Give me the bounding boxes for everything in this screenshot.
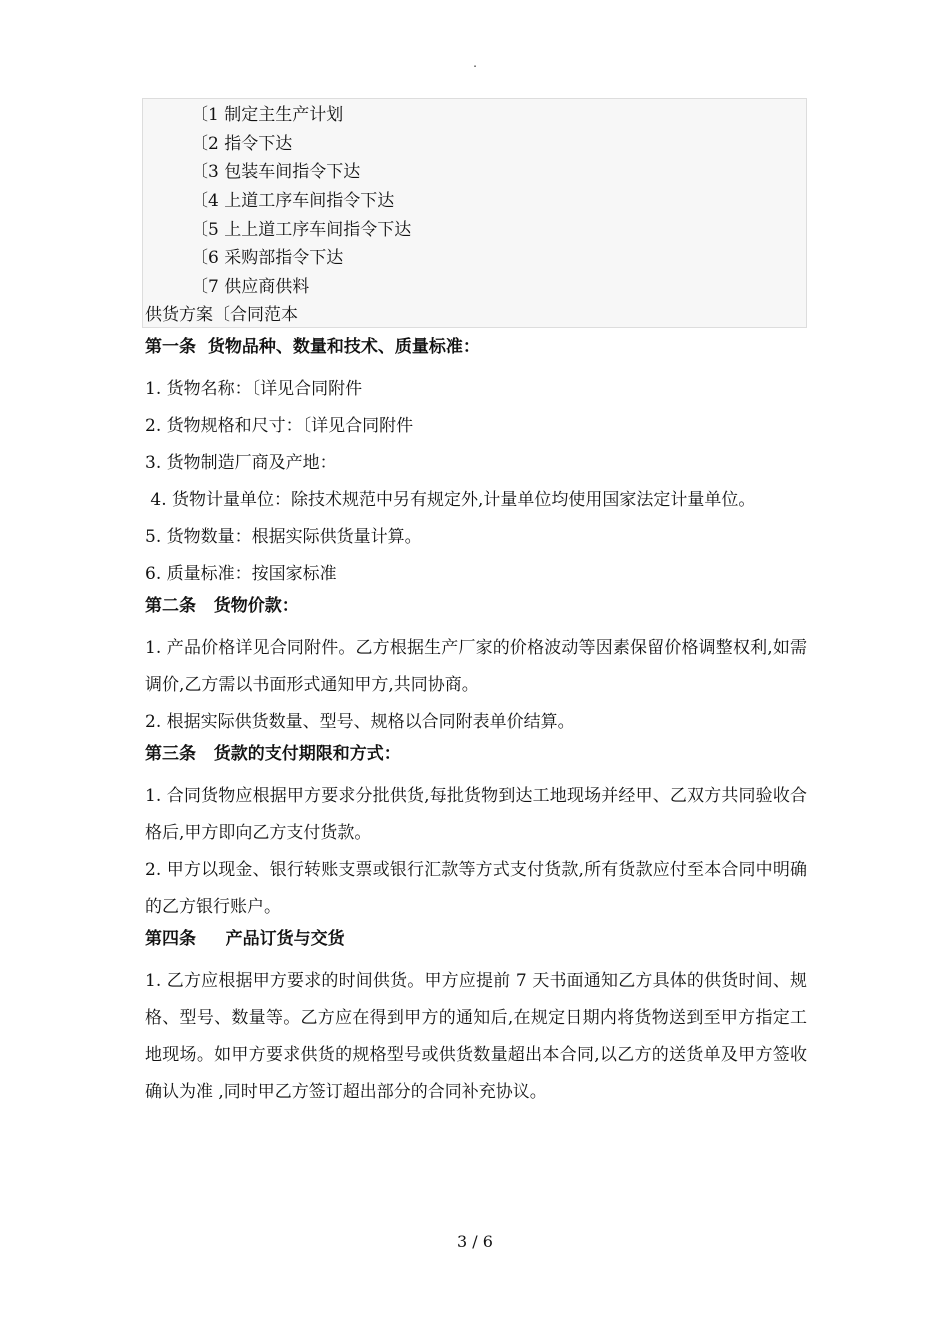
flow-step: 〔7 供应商供料	[191, 277, 310, 297]
clause: 1. 货物名称：〔详见合同附件	[145, 379, 363, 399]
flow-steps-box	[142, 98, 807, 328]
contract-body	[145, 334, 807, 1111]
section-heading: 第一条 货物品种、数量和技术、质量标准：	[145, 337, 480, 357]
clause: 1. 合同货物应根据甲方要求分批供货,每批货物到达工地现场并经甲、乙双方共同验收合格后,甲方即向乙方支付货款。	[145, 786, 807, 843]
clause: 2. 根据实际供货数量、型号、规格以合同附表单价结算。	[145, 712, 575, 732]
page-number: 3 / 6	[457, 1232, 493, 1251]
clause: 6. 质量标准：按国家标准	[145, 564, 337, 584]
clause: 1. 产品价格详见合同附件。乙方根据生产厂家的价格波动等因素保留价格调整权利,如需调价,乙方需以书面形式通知甲方,共同协商。	[145, 638, 807, 695]
document-title: 供货方案〔合同范本	[145, 305, 298, 325]
clause: 2. 货物规格和尺寸：〔详见合同附件	[145, 416, 414, 436]
header-dot: .	[473, 56, 477, 70]
section-heading: 第二条 货物价款：	[145, 596, 299, 616]
flow-step: 〔6 采购部指令下达	[191, 248, 344, 268]
flow-step: 〔5 上上道工序车间指令下达	[191, 220, 412, 240]
clause: 1. 乙方应根据甲方要求的时间供货。甲方应提前 7 天书面通知乙方具体的供货时间、规格、型号、数量等。乙方应在得到甲方的通知后,在规定日期内将货物送到至甲方指定工地现场。如甲方要求供货的规格型号或供货数量超出本合同,以乙方的送货单及甲方签收确认为准 ,同时甲乙方签订超出部分的合同补充协议。	[145, 971, 807, 1102]
section-heading: 第四条 产品订货与交货	[145, 929, 345, 949]
flow-step: 〔2 指令下达	[191, 134, 293, 154]
clause: 5. 货物数量：根据实际供货量计算。	[145, 527, 422, 547]
clause: 2. 甲方以现金、银行转账支票或银行汇款等方式支付货款,所有货款应付至本合同中明确的乙方银行账户。	[145, 860, 807, 917]
section-heading: 第三条 货款的支付期限和方式：	[145, 744, 401, 764]
clause: 4. 货物计量单位：除技术规范中另有规定外,计量单位均使用国家法定计量单位。	[145, 490, 756, 510]
clause: 3. 货物制造厂商及产地：	[145, 453, 337, 473]
flow-step: 〔3 包装车间指令下达	[191, 162, 361, 182]
flow-step: 〔1 制定主生产计划	[191, 105, 344, 125]
flow-step: 〔4 上道工序车间指令下达	[191, 191, 395, 211]
